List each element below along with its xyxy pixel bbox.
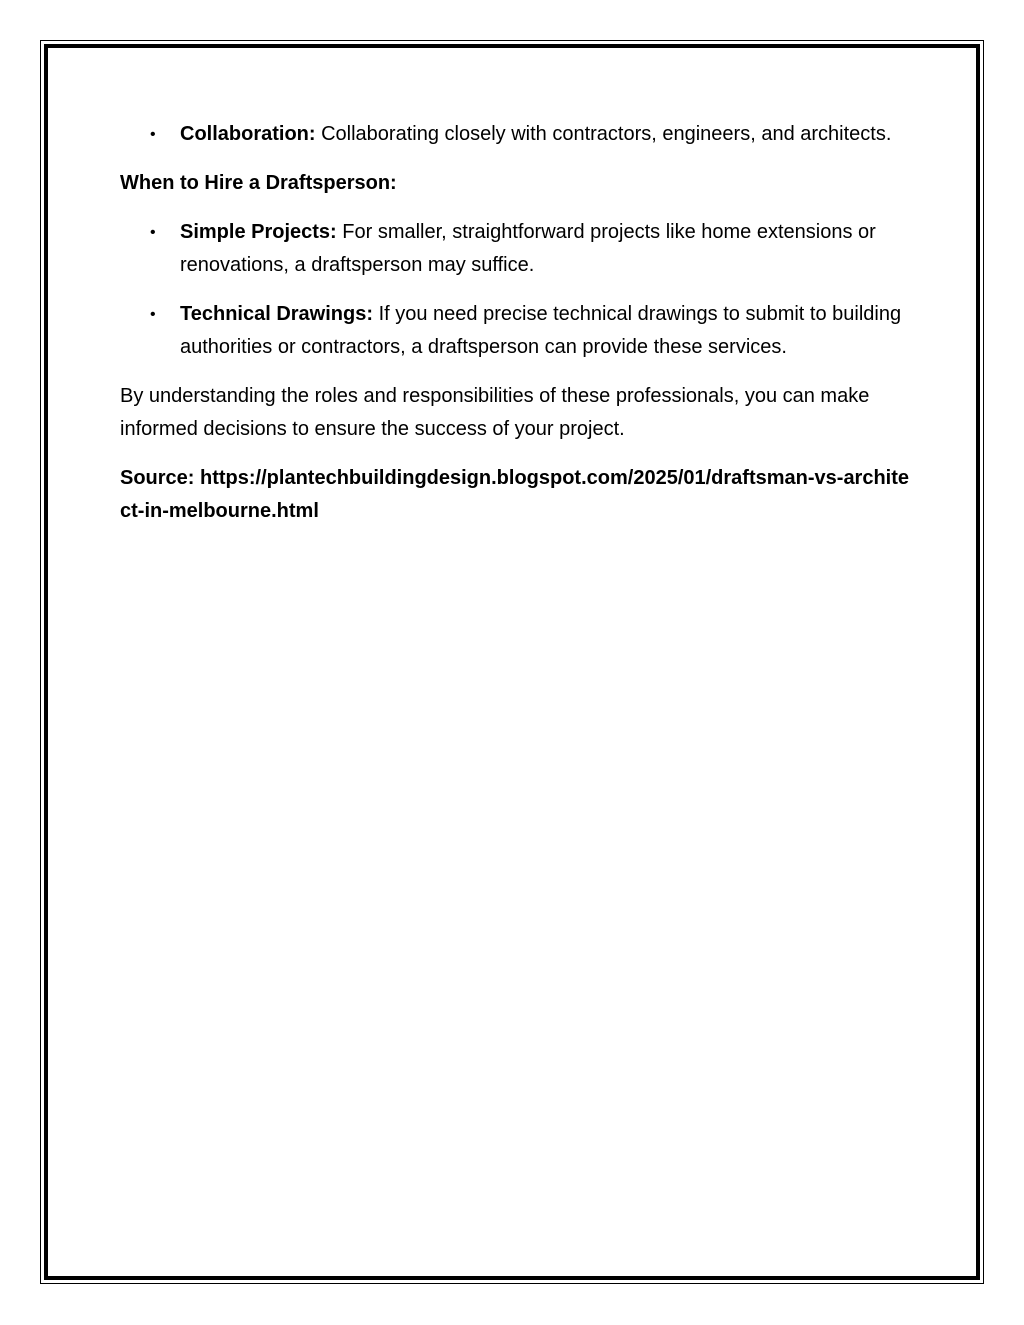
responsibilities-list: [120, 118, 910, 151]
bullet-icon: •: [150, 224, 156, 241]
bullet-text: If you need precise technical drawings to submit to building authorities or contractors, a draftsperson can provide these services.: [180, 303, 902, 358]
list-item: [120, 298, 910, 364]
bullet-term: Collaboration:: [180, 123, 316, 145]
bullet-icon: •: [150, 306, 156, 323]
section-heading: When to Hire a Draftsperson:: [120, 172, 397, 194]
bullet-term: Technical Drawings:: [180, 303, 374, 325]
bullet-text: For smaller, straightforward projects like home extensions or renovations, a draftsperson may suffice.: [180, 221, 876, 276]
bullet-term: Simple Projects:: [180, 221, 337, 243]
hire-list: [120, 216, 910, 364]
bullet-text: Collaborating closely with contractors, engineers, and architects.: [315, 123, 892, 145]
bullet-icon: •: [150, 126, 156, 143]
source-link[interactable]: Source: https://plantechbuildingdesign.blogspot.com/2025/01/draftsman-vs-architect-in-melbourne.html: [120, 467, 910, 522]
list-item: [120, 118, 910, 151]
list-item: [120, 216, 910, 282]
document-content: [120, 118, 910, 544]
conclusion-paragraph: By understanding the roles and responsibilities of these professionals, you can make informed decisions to ensure the success of your project.: [120, 385, 870, 440]
